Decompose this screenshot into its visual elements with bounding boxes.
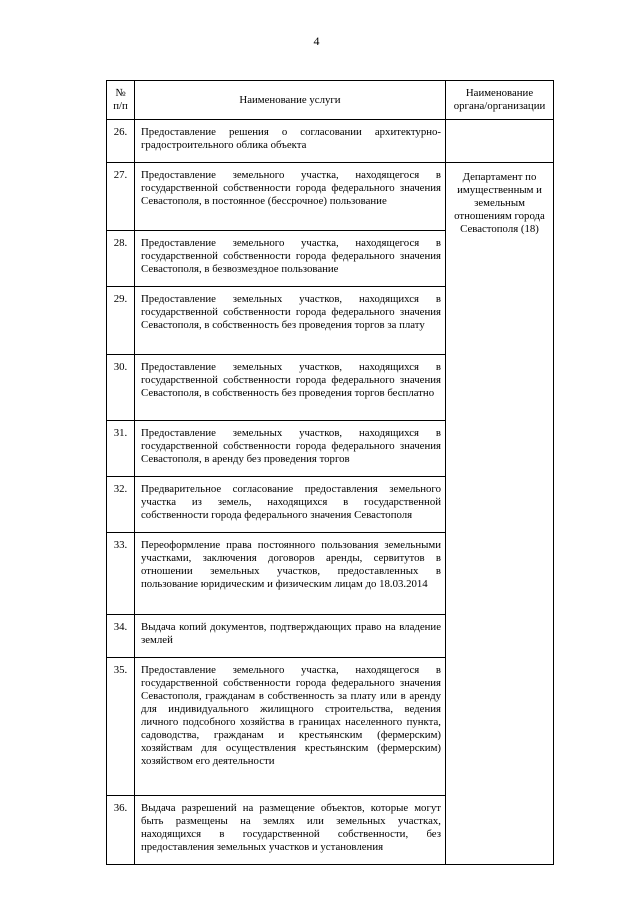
- row-number: 32.: [107, 477, 135, 533]
- table-header-row: [107, 81, 554, 120]
- service-name: Выдача копий документов, подтверждающих право на владение землей: [135, 615, 446, 658]
- organization-cell-empty: [446, 120, 554, 163]
- row-number: 30.: [107, 355, 135, 421]
- row-number: 36.: [107, 796, 135, 865]
- row-number: 26.: [107, 120, 135, 163]
- service-name: Предоставление земельных участков, находящихся в государственной собственности города федерального значения Севастополя, в собственность без проведения торгов за плату: [135, 287, 446, 355]
- header-number: № п/п: [107, 81, 135, 120]
- service-name: Предоставление земельного участка, находящегося в государственной собственности города федерального значения Севастополя, гражданам в собственность за плату или в аренду для индивидуального жилищного строительства, ведения личного подсобного хозяйства в границах населенного пункта, садоводства, гражданам и крестьянским (фермерским) хозяйствам для осуществления крестьянским (фермерским) хозяйством его деятельности: [135, 658, 446, 796]
- row-number: 35.: [107, 658, 135, 796]
- services-table: [106, 80, 554, 865]
- table-row: [107, 163, 554, 231]
- service-name: Предоставление решения о согласовании архитектурно-градостроительного облика объекта: [135, 120, 446, 163]
- service-name: Предоставление земельного участка, находящегося в государственной собственности города федерального значения Севастополя, в безвозмездное пользование: [135, 231, 446, 287]
- service-name: Предоставление земельных участков, находящихся в государственной собственности города федерального значения Севастополя, в аренду без проведения торгов: [135, 421, 446, 477]
- service-name: Предоставление земельных участков, находящихся в государственной собственности города федерального значения Севастополя, в собственность без проведения торгов бесплатно: [135, 355, 446, 421]
- organization-name: Департамент по имущественным и земельным отношениям города Севастополя (18): [446, 163, 554, 865]
- service-name: Предварительное согласование предоставления земельного участка из земель, находящихся в государственной собственности города федерального значения Севастополя: [135, 477, 446, 533]
- header-service-name: Наименование услуги: [135, 81, 446, 120]
- row-number: 29.: [107, 287, 135, 355]
- row-number: 27.: [107, 163, 135, 231]
- row-number: 33.: [107, 533, 135, 615]
- row-number: 31.: [107, 421, 135, 477]
- header-organization: Наименование органа/организации: [446, 81, 554, 120]
- service-name: Предоставление земельного участка, находящегося в государственной собственности города федерального значения Севастополя, в постоянное (бессрочное) пользование: [135, 163, 446, 231]
- row-number: 34.: [107, 615, 135, 658]
- service-name: Переоформление права постоянного пользования земельными участками, заключения договоров аренды, сервитутов в отношении земельных участков, предоставленных в пользование юридическим и физическим лицам до 18.03.2014: [135, 533, 446, 615]
- table-row: [107, 120, 554, 163]
- page-number: 4: [313, 34, 320, 48]
- row-number: 28.: [107, 231, 135, 287]
- service-name: Выдача разрешений на размещение объектов, которые могут быть размещены на землях или земельных участках, находящихся в государственной собственности, без предоставления земельных участков и установления: [135, 796, 446, 865]
